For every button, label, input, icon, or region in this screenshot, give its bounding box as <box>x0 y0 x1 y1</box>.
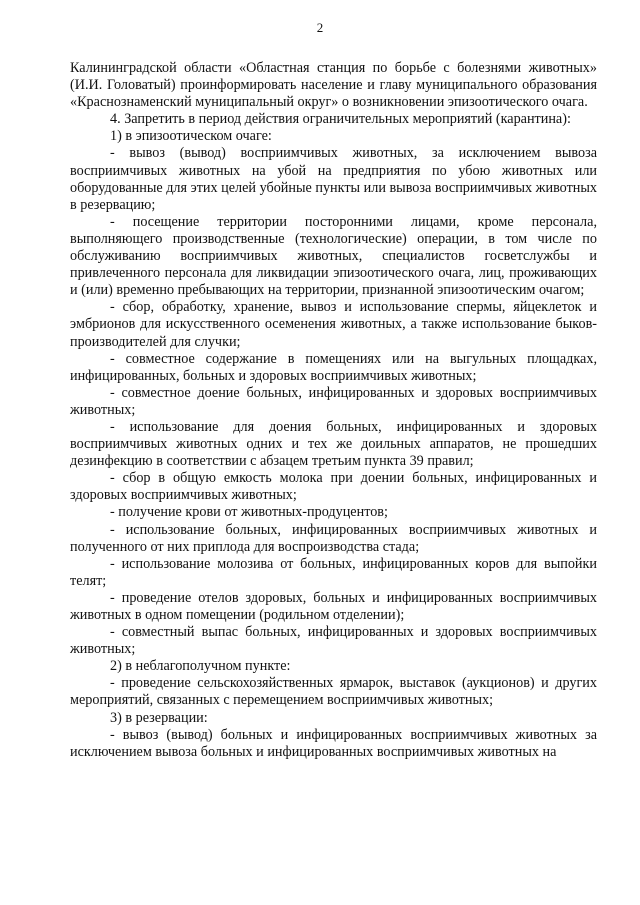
paragraph: - посещение территории посторонними лицами, кроме персонала, выполняющего производственные (технологические) операции, в том числе по обслуживанию восприимчивых животных, специалистов госветслужбы и привлеченного персонала для ликвидации эпизоотического очага, лиц, проживающих и (или) временно пребывающих на территории, признанной эпизоотическим очагом; <box>70 213 597 299</box>
page-number: 2 <box>316 20 324 35</box>
paragraph: 3) в резервации: <box>110 709 208 726</box>
paragraph: - вывоз (вывод) восприимчивых животных, за исключением вывоза восприимчивых животных на убой на предприятия по убою животных или оборудованные для этих целей убойные пункты или вывоза восприимчивых животных в резервацию; <box>70 145 597 213</box>
paragraph: - совместное доение больных, инфицированных и здоровых восприимчивых животных; <box>70 384 597 418</box>
paragraph: - использование для доения больных, инфицированных и здоровых восприимчивых животных одних и тех же доильных аппаратов, не прошедших дезинфекцию в соответствии с абзацем третьим пункта 39 правил; <box>70 418 597 470</box>
paragraph: - использование больных, инфицированных восприимчивых животных и полученного от них приплода для воспроизводства стада; <box>70 521 597 555</box>
paragraph: - сбор, обработку, хранение, вывоз и использование спермы, яйцеклеток и эмбрионов для искусственного осеменения животных, а также использование быков-производителей для случки; <box>70 299 597 350</box>
paragraph: - использование молозива от больных, инфицированных коров для выпойки телят; <box>70 555 597 589</box>
paragraph: 4. Запретить в период действия ограничительных мероприятий (карантина): <box>110 111 571 128</box>
paragraph: - совместный выпас больных, инфицированных и здоровых восприимчивых животных; <box>70 624 597 658</box>
paragraph: - вывоз (вывод) больных и инфицированных восприимчивых животных за исключением вывоза больных и инфицированных восприимчивых животных на <box>70 726 597 760</box>
paragraph: - сбор в общую емкость молока при доении больных, инфицированных и здоровых восприимчивых животных; <box>70 470 597 504</box>
paragraph: 2) в неблагополучном пункте: <box>110 658 291 675</box>
paragraph: - получение крови от животных-продуцентов; <box>110 504 388 521</box>
paragraph: 1) в эпизоотическом очаге: <box>110 128 272 145</box>
paragraph: Калининградской области «Областная станция по борьбе с болезнями животных» (И.И. Головатый) проинформировать население и главу муниципального образования «Краснознаменский муниципальный округ» о возникновении эпизоотического очага. <box>70 60 597 111</box>
paragraph: - совместное содержание в помещениях или на выгульных площадках, инфицированных, больных и здоровых восприимчивых животных; <box>70 350 597 384</box>
paragraph: - проведение отелов здоровых, больных и инфицированных восприимчивых животных в одном помещении (родильном отделении); <box>70 589 597 623</box>
paragraph: - проведение сельскохозяйственных ярмарок, выставок (аукционов) и других мероприятий, связанных с перемещением восприимчивых животных; <box>70 675 597 709</box>
document-body <box>70 60 597 761</box>
